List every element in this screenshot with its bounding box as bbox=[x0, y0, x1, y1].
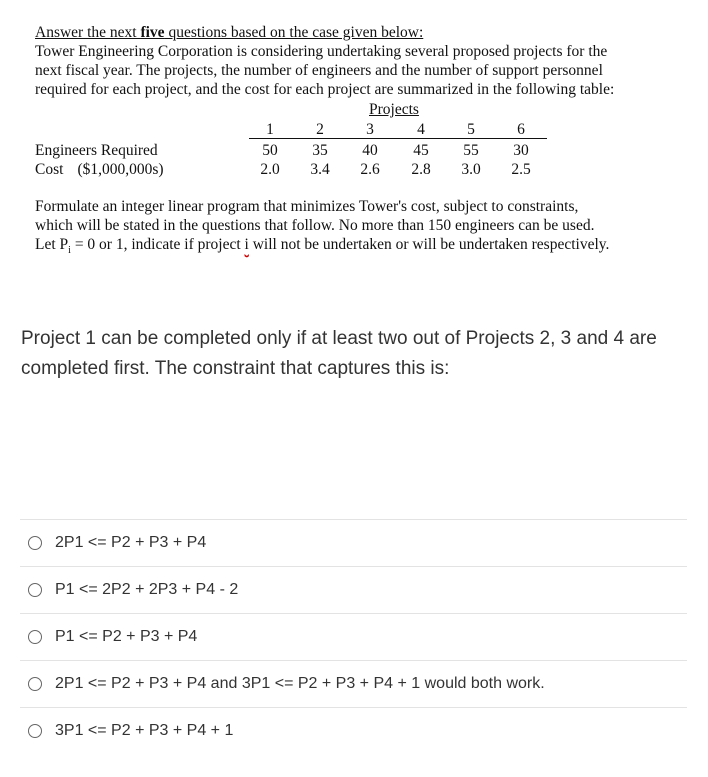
case-heading: Answer the next five questions based on the case given below: bbox=[35, 24, 424, 41]
table-row-labels bbox=[35, 141, 164, 179]
answer-option[interactable] bbox=[20, 613, 687, 659]
answer-list bbox=[20, 519, 687, 753]
radio-button-icon[interactable] bbox=[28, 724, 42, 738]
answer-option[interactable] bbox=[20, 566, 687, 612]
radio-button-icon[interactable] bbox=[28, 677, 42, 691]
case-intro-line: Tower Engineering Corporation is considering undertaking several proposed projects for the bbox=[35, 43, 608, 60]
answer-option[interactable] bbox=[20, 519, 687, 565]
answer-option[interactable] bbox=[20, 707, 687, 753]
answer-label: P1 <= P2 + P3 + P4 bbox=[55, 627, 198, 645]
answer-label: 2P1 <= P2 + P3 + P4 and 3P1 <= P2 + P3 + P4 + 1 would both work. bbox=[55, 674, 545, 692]
engineers-value: 50 bbox=[262, 142, 278, 159]
cost-value: 3.0 bbox=[461, 161, 481, 178]
project-number: 5 bbox=[467, 121, 475, 138]
question-text: Project 1 can be completed only if at least two out of Projects 2, 3 and 4 are completed first. The constraint that captures this is: bbox=[21, 328, 657, 379]
row-label-engineers: Engineers Required bbox=[35, 142, 158, 159]
variable-definition: Let $P_i = 0$ or 1, indicate if project i will not be undertaken or will be undertaken respectively. bbox=[35, 236, 610, 257]
table-header-projects: Projects bbox=[369, 101, 419, 118]
radio-button-icon[interactable] bbox=[28, 630, 42, 644]
case-intro-line: required for each project, and the cost for each project are summarized in the following table: bbox=[35, 81, 615, 98]
table-divider bbox=[249, 138, 547, 139]
cost-value: 2.5 bbox=[511, 161, 531, 178]
radio-button-icon[interactable] bbox=[28, 536, 42, 550]
engineers-value: 40 bbox=[362, 142, 378, 159]
case-description bbox=[35, 23, 665, 99]
cost-value: 2.0 bbox=[260, 161, 280, 178]
answer-label: 3P1 <= P2 + P3 + P4 + 1 bbox=[55, 721, 234, 739]
cost-value: 2.6 bbox=[360, 161, 380, 178]
answer-label: P1 <= 2P2 + 2P3 + P4 - 2 bbox=[55, 580, 239, 598]
engineers-value: 35 bbox=[312, 142, 328, 159]
project-number: 6 bbox=[517, 121, 525, 138]
row-label-cost: Cost ($1,000,000s) bbox=[35, 161, 164, 178]
project-number: 3 bbox=[366, 121, 374, 138]
answer-option[interactable] bbox=[20, 660, 687, 706]
answer-label: 2P1 <= P2 + P3 + P4 bbox=[55, 533, 207, 551]
project-number: 4 bbox=[417, 121, 425, 138]
formulate-line: Formulate an integer linear program that minimizes Tower's cost, subject to constraints, bbox=[35, 198, 579, 215]
engineers-value: 30 bbox=[513, 142, 529, 159]
cost-value: 2.8 bbox=[411, 161, 431, 178]
radio-button-icon[interactable] bbox=[28, 583, 42, 597]
formulate-line: which will be stated in the questions that follow. No more than 150 engineers can be used. bbox=[35, 217, 595, 234]
engineers-value: 55 bbox=[463, 142, 479, 159]
case-intro-line: next fiscal year. The projects, the number of engineers and the number of support personnel bbox=[35, 62, 603, 79]
case-formulation bbox=[35, 197, 665, 260]
engineers-value: 45 bbox=[413, 142, 429, 159]
cost-value: 3.4 bbox=[310, 161, 330, 178]
project-number: 2 bbox=[316, 121, 324, 138]
project-number: 1 bbox=[266, 121, 274, 138]
